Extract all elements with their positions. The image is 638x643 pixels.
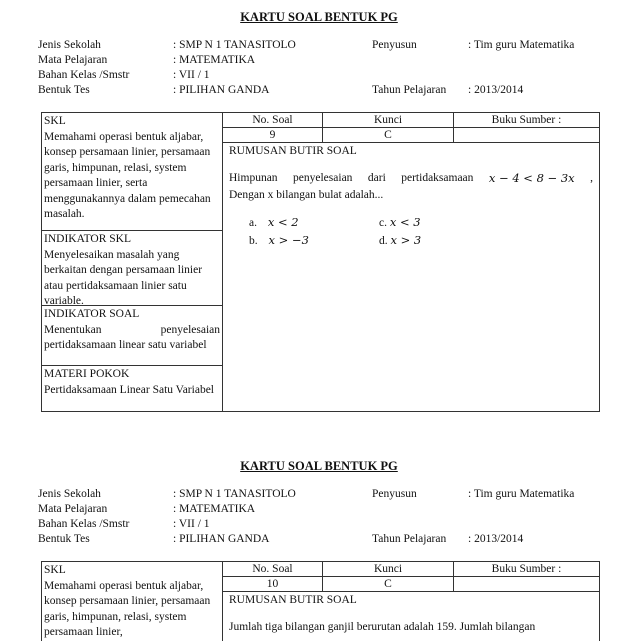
bentuk-tes-label: Bentuk Tes (38, 533, 90, 545)
jenis-sekolah-value: : SMP N 1 TANASITOLO (173, 488, 296, 500)
bahan-kelas-value: : VII / 1 (173, 518, 210, 530)
mata-pelajaran-label: Mata Pelajaran (38, 54, 108, 66)
tahun-pelajaran-label: Tahun Pelajaran (372, 84, 447, 96)
indikator-soal-heading: INDIKATOR SOAL (44, 308, 140, 320)
indikator-skl-text: Menyelesaikan masalah yang berkaitan dengan persamaan linier atau pertidaksamaan linier satu variable. (44, 248, 203, 307)
bentuk-tes-value: : PILIHAN GANDA (173, 533, 270, 545)
indikator-skl-heading: INDIKATOR SKL (44, 233, 131, 245)
indikator-soal-section (42, 306, 222, 366)
question-text (223, 160, 599, 249)
info-grid (223, 562, 599, 592)
skl-section (42, 113, 222, 231)
col-kunci-header: Kunci (323, 562, 454, 577)
penyusun-value: : Tim guru Matematika (468, 39, 575, 51)
bahan-kelas-value: : VII / 1 (173, 69, 210, 81)
card-title: KARTU SOAL BENTUK PG (240, 10, 398, 24)
kunci-value: C (323, 128, 454, 143)
materi-pokok-section (42, 366, 222, 413)
card-body-table (41, 112, 600, 412)
option-b (249, 232, 379, 249)
left-column (42, 113, 223, 411)
indikator-soal-text: Menentukan penyelesaian pertidaksamaan linear satu variabel (44, 323, 220, 351)
no-soal-value: 10 (223, 577, 323, 592)
materi-pokok-text: Pertidaksamaan Linear Satu Variabel (44, 383, 214, 396)
option-a-text: x < 2 (267, 215, 299, 229)
question-line-1: Jumlah tiga bilangan ganjil berurutan adalah 159. Jumlah bilangan (229, 621, 536, 633)
col-no-soal-header: No. Soal (223, 562, 323, 577)
bahan-kelas-label: Bahan Kelas /Smstr (38, 69, 130, 81)
penyusun-label: Penyusun (372, 39, 417, 51)
col-kunci-header: Kunci (323, 113, 454, 128)
col-buku-sumber-header: Buku Sumber : (454, 113, 599, 128)
rumusan-butir-soal-heading: RUMUSAN BUTIR SOAL (229, 145, 357, 157)
question-inequality: x − 4 < 8 − 3x (488, 171, 575, 185)
info-grid (223, 113, 599, 143)
option-c-text: x < 3 (389, 215, 421, 229)
skl-heading: SKL (44, 564, 66, 576)
jenis-sekolah-value: : SMP N 1 TANASITOLO (173, 39, 296, 51)
mata-pelajaran-value: : MATEMATIKA (173, 54, 256, 66)
answer-options (249, 214, 593, 249)
col-buku-sumber-header: Buku Sumber : (454, 562, 599, 577)
card-title: KARTU SOAL BENTUK PG (240, 459, 398, 473)
question-word: penyelesaian (293, 172, 353, 184)
option-a (249, 214, 379, 231)
option-a-label: a. (249, 217, 257, 229)
bentuk-tes-value: : PILIHAN GANDA (173, 84, 270, 96)
right-column (223, 113, 599, 411)
question-card-1 (38, 8, 600, 396)
penyusun-value: : Tim guru Matematika (468, 488, 575, 500)
question-line-2: Dengan x bilangan bulat adalah... (229, 189, 384, 201)
card-header (38, 38, 600, 98)
bahan-kelas-label: Bahan Kelas /Smstr (38, 518, 130, 530)
question-text (223, 609, 599, 636)
skl-heading: SKL (44, 115, 66, 127)
skl-section (42, 562, 222, 643)
right-column (223, 562, 599, 641)
option-b-label: b. (249, 235, 258, 247)
kunci-value: C (323, 577, 454, 592)
option-d-label: d. (379, 235, 388, 247)
question-word: dari (367, 172, 386, 184)
card-body-table (41, 561, 600, 641)
question-word: , (590, 172, 593, 184)
option-d-text: x > 3 (390, 233, 422, 247)
penyusun-label: Penyusun (372, 488, 417, 500)
left-column (42, 562, 223, 641)
option-c (379, 214, 499, 231)
tahun-pelajaran-label: Tahun Pelajaran (372, 533, 447, 545)
rumusan-butir-soal-heading: RUMUSAN BUTIR SOAL (229, 594, 357, 606)
question-card-2 (38, 457, 600, 638)
indikator-skl-section (42, 231, 222, 306)
bentuk-tes-label: Bentuk Tes (38, 84, 90, 96)
question-word: pertidaksamaan (401, 172, 474, 184)
jenis-sekolah-label: Jenis Sekolah (38, 488, 101, 500)
jenis-sekolah-label: Jenis Sekolah (38, 39, 101, 51)
card-header (38, 487, 600, 547)
buku-sumber-value (454, 128, 599, 143)
skl-text: Memahami operasi bentuk aljabar, konsep persamaan linier, persamaan garis, himpunan, relasi, system persamaan linier, (44, 579, 211, 638)
tahun-pelajaran-value: : 2013/2014 (468, 84, 524, 96)
skl-text: Memahami operasi bentuk aljabar, konsep persamaan linier, persamaan garis, himpunan, relasi, system persamaan linier, serta menggunakannya dalam pemecahan masalah. (44, 130, 211, 220)
no-soal-value: 9 (223, 128, 323, 143)
buku-sumber-value (454, 577, 599, 592)
question-word: Himpunan (229, 172, 278, 184)
question-line-1 (229, 170, 593, 187)
mata-pelajaran-value: : MATEMATIKA (173, 503, 256, 515)
mata-pelajaran-label: Mata Pelajaran (38, 503, 108, 515)
option-b-text: x > −3 (268, 233, 309, 247)
option-d (379, 232, 499, 249)
materi-pokok-heading: MATERI POKOK (44, 368, 130, 380)
col-no-soal-header: No. Soal (223, 113, 323, 128)
tahun-pelajaran-value: : 2013/2014 (468, 533, 524, 545)
option-c-label: c. (379, 217, 387, 229)
